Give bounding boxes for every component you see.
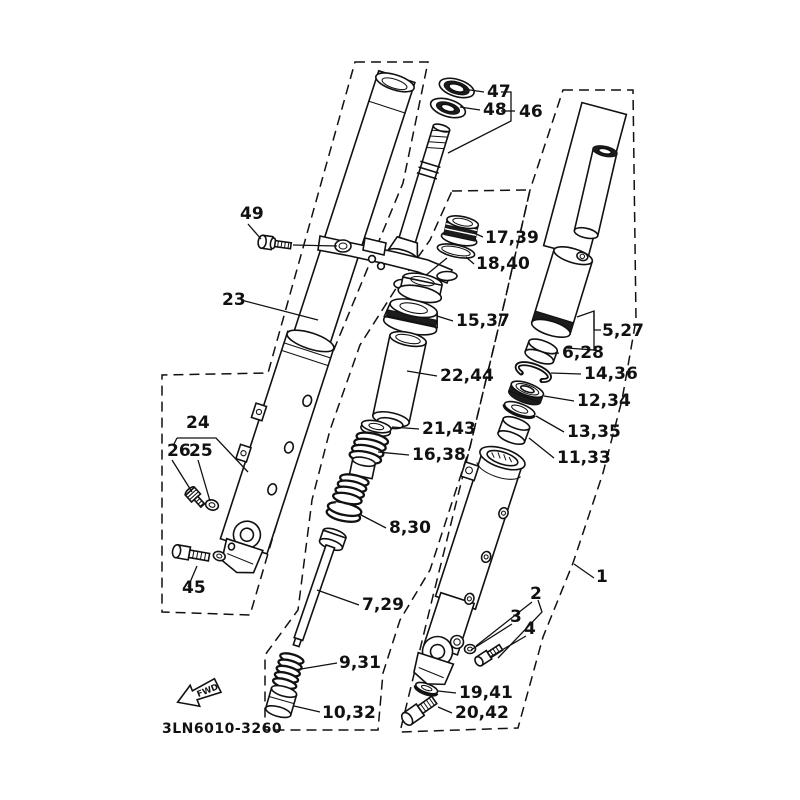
callout-17-39: 17,39 [485,228,539,248]
cap-bolt-17-39 [440,213,481,248]
callout-15-37: 15,37 [456,311,510,331]
callout-10-32: 10,32 [322,703,376,723]
callout-18-40: 18,40 [476,254,530,274]
callout-5-27: 5,27 [602,321,644,341]
fwd-label: FWD [195,682,220,700]
clamp-bolt-boss [335,240,351,252]
steering-stem [386,120,457,264]
callout-48: 48 [483,100,507,120]
callout-7-29: 7,29 [362,595,404,615]
fork-spring-16-38 [332,428,389,509]
part-code: 3LN6010-3260 [162,721,283,737]
damper-tube-22-44 [371,329,427,432]
callout-24: 24 [186,413,210,433]
callout-26: 26 [167,441,191,461]
callout-47: 47 [487,82,511,102]
callout-46: 46 [519,102,543,122]
callout-16-38: 16,38 [412,445,466,465]
axle-bolt-45 [171,544,210,563]
callout-45: 45 [182,578,206,598]
callout-23: 23 [222,290,246,310]
drain-bolt-20-42 [399,694,438,727]
callout-1: 1 [596,567,608,587]
callout-25: 25 [189,441,213,461]
callout-12-34: 12,34 [577,391,631,411]
callout-6-28: 6,28 [562,343,604,363]
damper-rod-7-29 [285,526,348,650]
callout-4: 4 [524,619,536,639]
pinch-bolt-4 [473,643,503,667]
left-outer-tube [203,323,337,580]
bearing-race-48 [428,95,467,122]
callout-14-36: 14,36 [584,364,638,384]
pinch-nut-2 [451,636,464,649]
callout-49: 49 [240,204,264,224]
callout-2: 2 [530,584,542,604]
callout-3: 3 [510,607,522,627]
right-outer-tube-1 [397,439,528,692]
right-inner-tube-5-27 [530,103,627,341]
callout-11-33: 11,33 [557,448,611,468]
callout-8-30: 8,30 [389,518,431,538]
callout-9-31: 9,31 [339,653,381,673]
callout-19-41: 19,41 [459,683,513,703]
callout-21-43: 21,43 [422,419,476,439]
clamp-bolt-49 [257,235,291,252]
pinch-nut-25 [204,498,219,512]
callout-13-35: 13,35 [567,422,621,442]
callout-22-44: 22,44 [440,366,494,386]
pinch-bolt-26 [184,485,207,509]
callout-20-42: 20,42 [455,703,509,723]
fwd-direction-arrow [173,676,222,714]
pinch-washer-3 [465,645,476,654]
bearing-cover-47 [437,75,476,102]
